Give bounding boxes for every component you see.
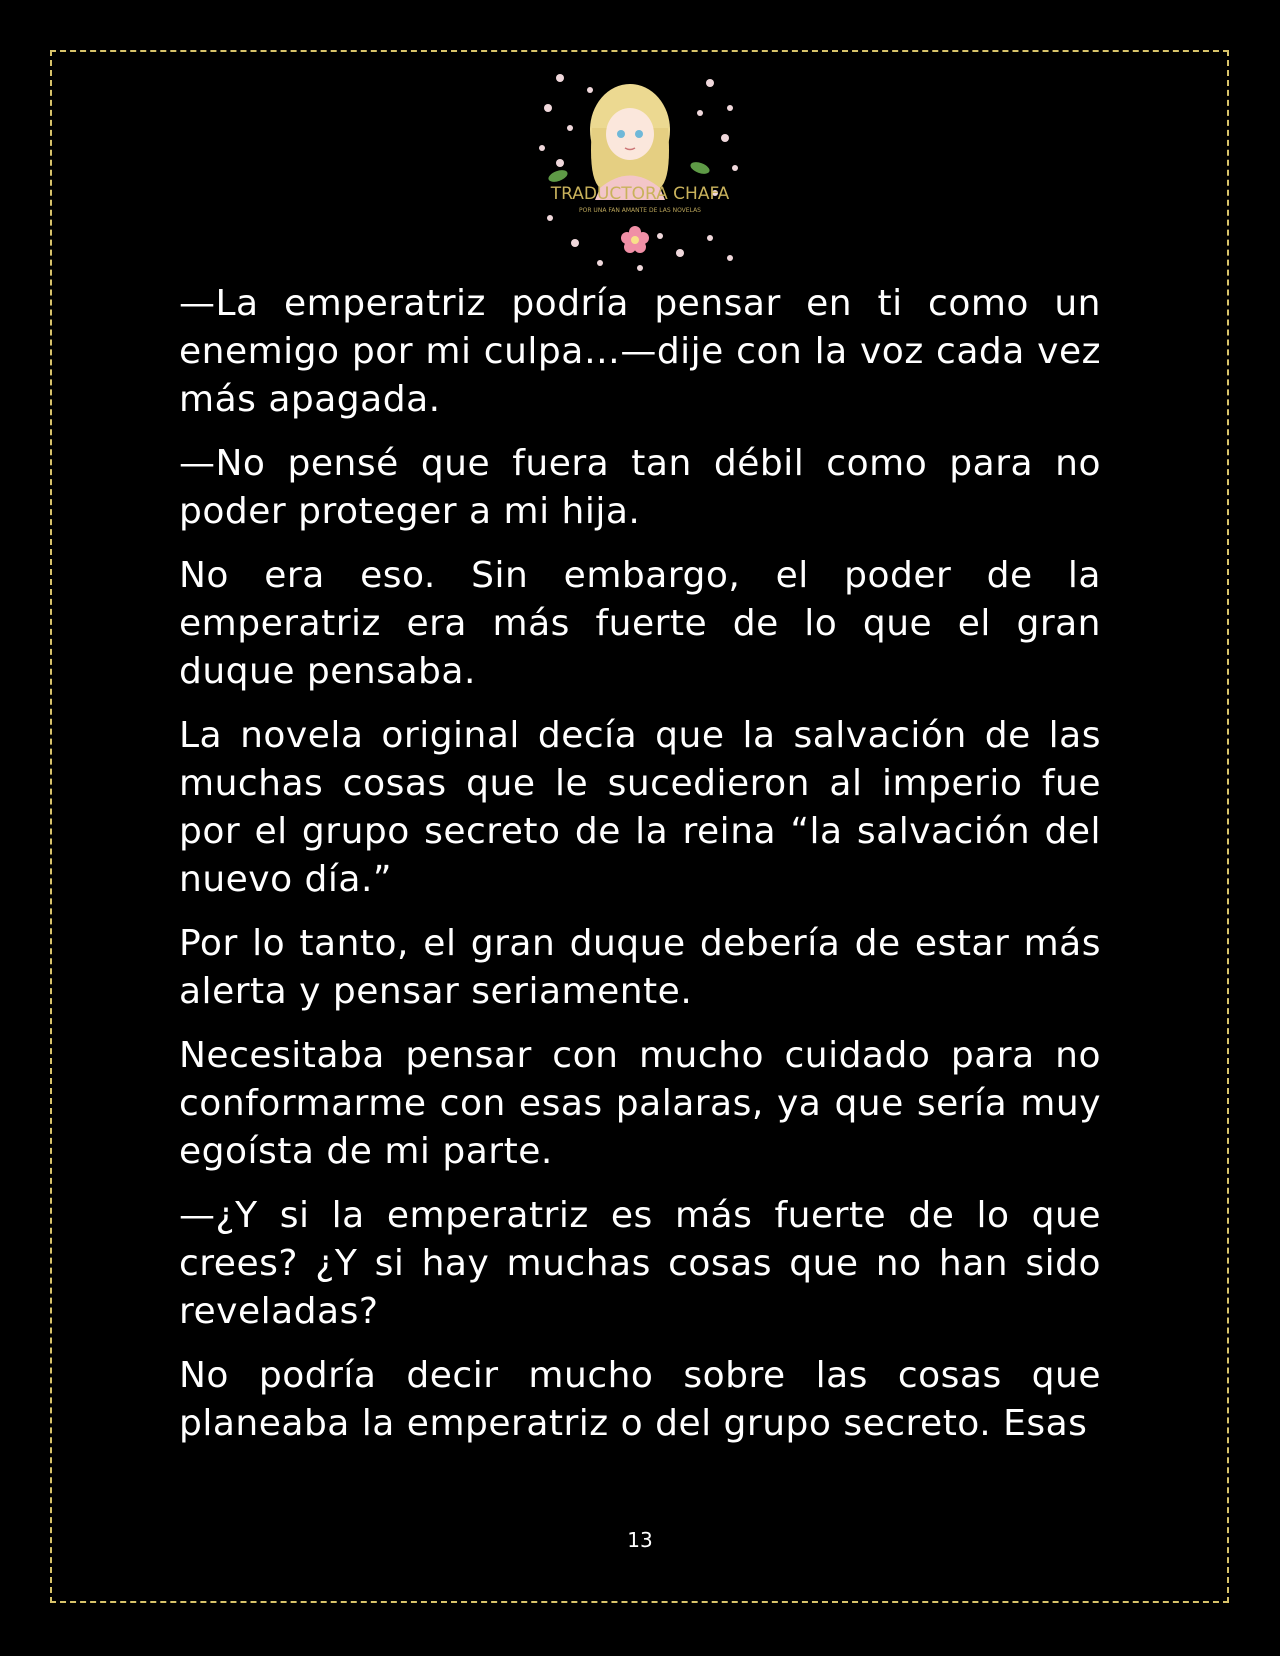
paragraph: —No pensé que fuera tan débil como para no poder proteger a mi hija. — [179, 443, 1101, 532]
paragraph: La novela original decía que la salvación de las muchas cosas que le sucedieron al imperio fue por el grupo secreto de la reina “la salvación del nuevo día.” — [179, 715, 1101, 900]
paragraph: —La emperatriz podría pensar en ti como un enemigo por mi culpa…—dije con la voz cada vez más apagada. — [179, 283, 1101, 420]
translator-logo-image — [530, 68, 750, 278]
page-number: 13 — [627, 1528, 653, 1552]
paragraph: —¿Y si la emperatriz es más fuerte de lo que crees? ¿Y si hay muchas cosas que no han sido reveladas? — [179, 1195, 1101, 1332]
paragraph: Necesitaba pensar con mucho cuidado para no conformarme con esas palaras, ya que sería muy egoísta de mi parte. — [179, 1035, 1101, 1172]
logo-title: TRADUCTORA CHAFA — [550, 184, 730, 204]
chapter-text — [179, 280, 1101, 1464]
paragraph: No era eso. Sin embargo, el poder de la emperatriz era más fuerte de lo que el gran duque pensaba. — [179, 555, 1101, 692]
logo-subtitle: POR UNA FAN AMANTE DE LAS NOVELAS — [579, 207, 701, 214]
paragraph: No podría decir mucho sobre las cosas que planeaba la emperatriz o del grupo secreto. Esas — [179, 1355, 1101, 1444]
translator-logo — [530, 68, 750, 278]
paragraph: Por lo tanto, el gran duque debería de estar más alerta y pensar seriamente. — [179, 923, 1101, 1012]
